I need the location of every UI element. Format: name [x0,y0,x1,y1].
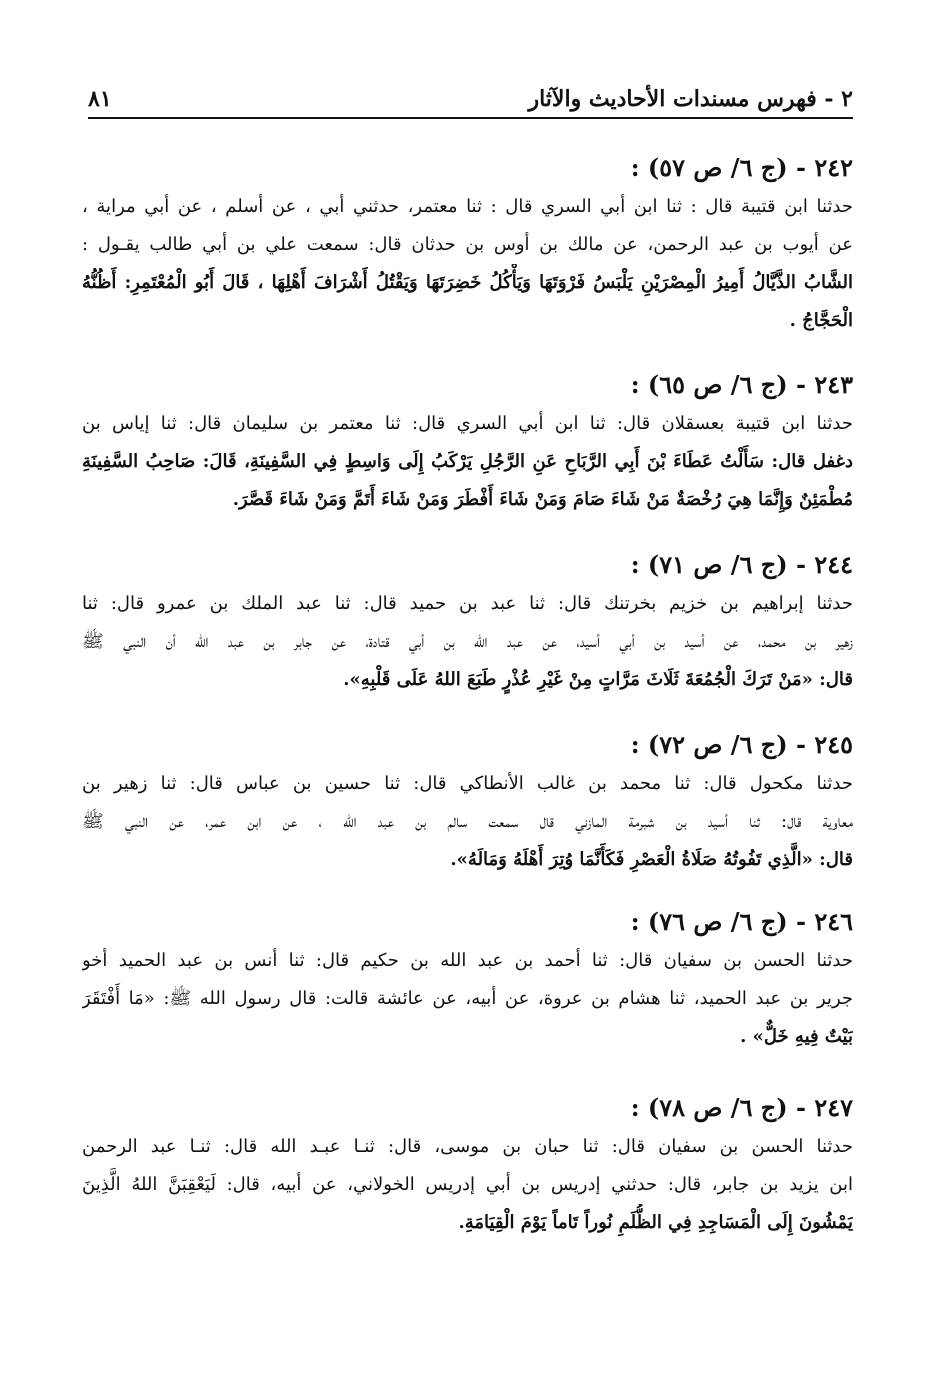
entry-line: بَيْتٌ فِيهِ خَلٌّ» . [740,1026,853,1047]
page-number: ٨١ [88,86,112,112]
hadith-entry-242 [82,148,853,340]
entry-line: ابن يزيد بن جابر، قال: حدثني إدريس بن أبي إدريس الخولاني، عن أبيه، قال: لَيَعْقِبَنَّ اللهُ الَّذِينَ [82,1174,853,1195]
entry-line: معاوية قال: ثنا أسيد بن شبرمة المازني قال سمعت سالم بن عبد الله ، عن ابن عمر، عن النبي ﷺ [82,811,853,832]
entry-line: الشَّابُ الذَّيَّالُ أَمِيرُ الْمِصْرَيْنِ يَلْبَسُ فَرْوَتَهَا وَيَأْكُلُ خَضِرَتَهَا وَيَقْتُلُ أَشْرَافَ أَهْلِهَا ، قَالَ أَبُو الْمُعْتَمِرِ: أَظُنُّهُ [82,272,853,293]
running-title: ٢ - فهرس مسندات الأحاديث والآثار [528,86,853,112]
entry-heading: ٢٤٤ - (ج ٦/ ص ٧١) : [630,550,853,579]
entry-line: قال: «الَّذِي تَفُوتُهُ صَلَاةُ الْعَصْرِ فَكَأَنَّمَا وُتِرَ أَهْلَهُ وَمَالَهُ». [450,849,853,870]
entry-line: حدثنا الحسن بن سفيان قال: ثنا حبان بن موسى، قال: ثنـا عبـد الله قال: ثنـا عبد الرحمن [82,1136,853,1157]
entry-heading: ٢٤٧ - (ج ٦/ ص ٧٨) : [630,1093,853,1122]
entry-line: حدثنا إبراهيم بن خزيم بخرتنك قال: ثنا عبد بن حميد قال: ثنا عبد الملك بن عمرو قال: ثنا [82,593,853,614]
hadith-entry-245 [82,725,853,879]
entry-heading: ٢٤٦ - (ج ٦/ ص ٧٦) : [630,907,853,936]
hadith-entry-246 [82,902,853,1056]
entry-line: الْحَجَّاجُ . [789,310,853,331]
entry-line: يَمْشُونَ إِلَى الْمَسَاجِدِ فِي الظُّلَمِ نُوراً تَاماً يَوْمَ الْقِيَامَةِ. [458,1212,853,1233]
entry-heading: ٢٤٥ - (ج ٦/ ص ٧٢) : [630,730,853,759]
hadith-entry-244 [82,545,853,699]
hadith-entry-243 [82,365,853,519]
entry-heading: ٢٤٢ - (ج ٦/ ص ٥٧) : [630,153,853,182]
hadith-entry-247 [82,1088,853,1242]
entry-line: مُطْمَئِنٌ وَإِنَّمَا هِيَ رُخْصَةٌ مَنْ شَاءَ صَامَ وَمَنْ شَاءَ أَفْطَرَ وَمَنْ شَاءَ أَتَمَّ وَمَنْ شَاءَ قَصَّرَ. [232,489,853,510]
entry-line: عن أيوب بن عبد الرحمن، عن مالك بن أوس بن حدثان قال: سمعت علي بن أبي طالب يقـول : [82,234,853,255]
entry-heading: ٢٤٣ - (ج ٦/ ص ٦٥) : [630,370,853,399]
entry-line: حدثنا مكحول قال: ثنا محمد بن غالب الأنطاكي قال: ثنا حسين بن عباس قال: ثنا زهير بن [82,773,853,794]
entry-line: زهير بن محمد، عن أسيد بن أبي أسيد، عن عبد الله بن أبي قتادة، عن جابر بن عبد الله أن النبي ﷺ [82,631,853,652]
header-rule [88,117,853,119]
entry-line: حدثنا ابن قتيبة بعسقلان قال: ثنا ابن أبي السري قال: ثنا معتمر بن سليمان قال: ثنا إياس بن [82,413,853,434]
running-header [88,86,853,118]
entry-line: دغفل قال: سَأَلْتُ عَطَاءَ بْنَ أَبِي الرَّبَاحِ عَنِ الرَّجُلِ يَرْكَبُ إِلَى وَاسِطٍ فِي السَّفِينَةِ، قَالَ: صَاحِبُ السَّفِينَةِ [82,451,853,472]
entry-line: حدثنا ابن قتيبة قال : ثنا ابن أبي السري قال : ثنا معتمر، حدثني أبي ، عن أسلم ، عن أبي مراية ، [82,196,853,217]
entry-line: جرير بن عبد الحميد، ثنا هشام بن عروة، عن أبيه، عن عائشة قالت: قال رسول الله ﷺ: «مَا أَفْتَقَرَ [82,988,853,1009]
entry-line: قال: «مَنْ تَرَكَ الْجُمُعَةَ ثَلَاثَ مَرَّاتٍ مِنْ غَيْرِ عُذْرٍ طَبَعَ اللهُ عَلَى قَلْبِهِ». [343,669,853,690]
entry-line: حدثنا الحسن بن سفيان قال: ثنا أحمد بن عبد الله بن حكيم قال: ثنا أنس بن عبد الحميد أخو [82,950,853,971]
